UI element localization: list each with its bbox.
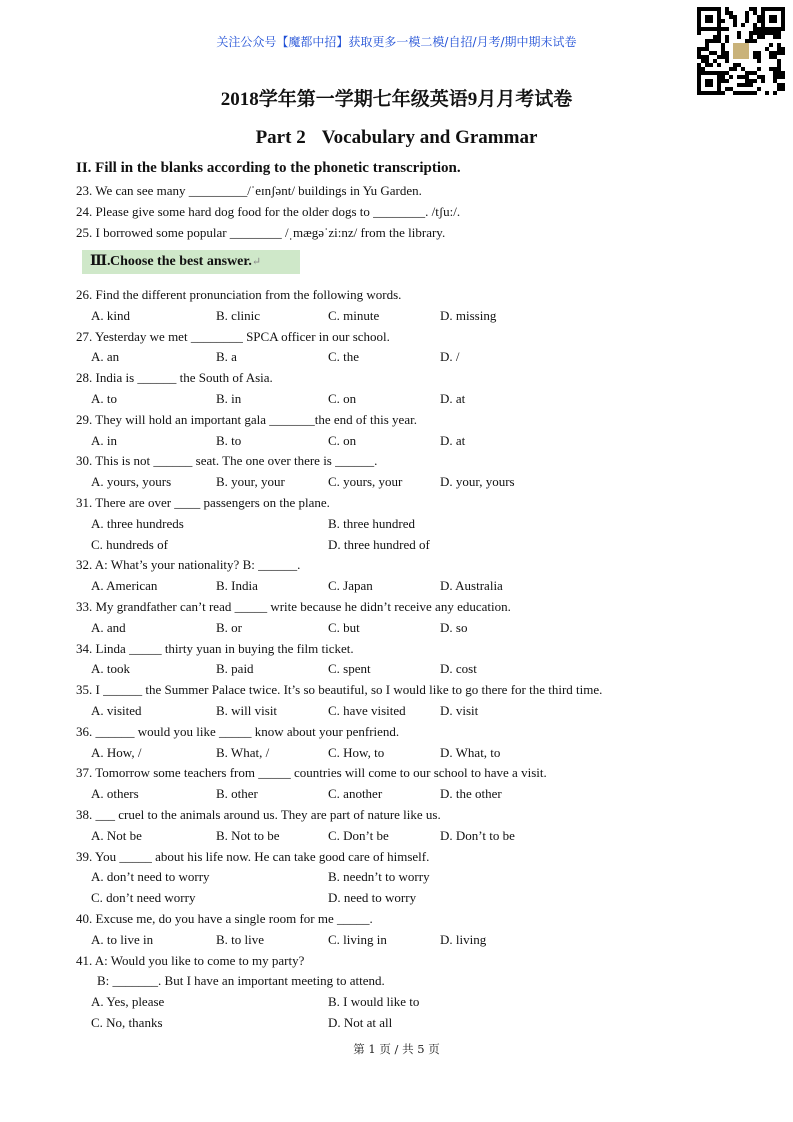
part-heading [0,127,793,149]
answer-option: A. and [91,619,126,635]
answer-option: A. visited [91,703,142,718]
answer-option: C. Don’t be [328,827,389,843]
answer-option: D. Australia [440,578,503,594]
answer-option: B. a [216,349,237,365]
answer-option: B. or [216,619,242,635]
answer-option: D. / [440,349,460,365]
answer-option: C. don’t need worry [91,890,196,906]
answer-option: A. took [91,661,130,677]
answer-option: B. other [216,786,258,802]
answer-option: B. What, / [216,744,270,760]
answer-option: C. yours, your [328,474,403,490]
answer-option: C. No, thanks [91,1015,163,1030]
section-3-number: Ⅲ. [90,254,111,269]
answer-option: A. How, / [91,744,142,760]
question-text: 39. You _____ about his life now. He can take good care of himself. [76,848,430,864]
answer-option: B. needn’t to worry [328,869,430,885]
answer-option: A. to [91,391,117,406]
question-24: 24. Please give some hard dog food for the older dogs to ________. /tʃu:/. [76,204,461,219]
qr-code-icon [697,7,785,95]
answer-option: D. so [440,619,468,635]
answer-option: B. to live [216,931,265,947]
answer-option: D. at [440,391,466,406]
promo-banner: 关注公众号【魔都中招】获取更多一模二模/自招/月考/期中期末试卷 [216,35,577,49]
answer-option: A. Yes, please [91,994,165,1010]
question-text: 31. There are over ____ passengers on the plane. [76,495,330,510]
answer-option: C. on [328,432,357,448]
answer-option: A. Not be [91,827,142,843]
question-subtext: B: _______. But I have an important meeting to attend. [97,973,385,989]
question-text: 32. A: What’s your nationality? B: ______. [76,557,301,573]
answer-option: D. Not at all [328,1015,393,1030]
answer-option: D. What, to [440,744,501,760]
question-text: 36. ______ would you like _____ know about your penfriend. [76,723,400,739]
answer-option: A. an [91,349,120,365]
answer-option: A. to live in [91,931,154,947]
answer-option: A. in [91,432,117,448]
question-25: 25. I borrowed some popular ________ /ˌmægəˈzi:nz/ from the library. [76,225,446,240]
answer-option: C. spent [328,661,371,677]
return-mark: ↵ [251,256,262,268]
question-text: 38. ___ cruel to the animals around us. They are part of nature like us. [76,807,441,822]
exam-title: 2018学年第一学期七年级英语9月月考试卷 [220,89,573,110]
answer-option: A. others [91,786,139,802]
answer-option: B. India [216,578,258,594]
question-text: 40. Excuse me, do you have a single room for me _____. [76,911,373,926]
answer-option: B. to [216,432,242,448]
page-footer: 第 1 页 / 共 5 页 [353,1042,440,1056]
question-text: 26. Find the different pronunciation from the following words. [76,287,402,302]
question-text: 29. They will hold an important gala _______the end of this year. [76,411,417,427]
question-text: 27. Yesterday we met ________ SPCA officer in our school. [76,328,390,344]
answer-option: A. American [91,578,158,594]
question-text: 33. My grandfather can’t read _____ write because he didn’t receive any education. [76,599,511,614]
section-3-heading [82,250,300,274]
section-2-heading: II. Fill in the blanks according to the phonetic transcription. [76,160,461,176]
answer-option: D. three hundred of [328,536,430,552]
part-label: Part 2 [255,127,306,148]
answer-option: B. three hundred [328,515,416,531]
answer-option: D. the other [440,786,502,802]
answer-option: C. but [328,619,360,635]
question-text: 34. Linda _____ thirty yuan in buying the film ticket. [76,640,354,656]
answer-option: D. missing [440,307,497,323]
answer-option: C. have visited [328,703,406,718]
answer-option: C. living in [328,931,387,947]
question-text: 41. A: Would you like to come to my party? [76,952,305,968]
question-text: 30. This is not ______ seat. The one over there is ______. [76,453,378,469]
answer-option: C. on [328,391,357,406]
answer-option: D. living [440,931,487,947]
answer-option: B. Not to be [216,827,280,843]
answer-option: C. How, to [328,744,385,760]
answer-option: A. three hundreds [91,515,184,531]
answer-option: B. clinic [216,307,261,323]
answer-option: C. Japan [328,578,373,594]
answer-option: D. your, yours [440,474,515,490]
question-23: 23. We can see many _________/ˈeɪnʃənt/ buildings in Yu Garden. [76,183,422,198]
answer-option: D. need to worry [328,890,417,906]
answer-option: B. I would like to [328,994,420,1010]
answer-option: C. minute [328,307,380,323]
answer-option: B. will visit [216,703,278,718]
question-text: 35. I ______ the Summer Palace twice. It’s so beautiful, so I would like to go there for the third time. [76,682,603,698]
answer-option: D. cost [440,661,477,677]
answer-option: A. yours, yours [91,474,172,490]
part-name: Vocabulary and Grammar [321,127,538,148]
answer-option: C. hundreds of [91,536,168,552]
answer-option: B. your, your [216,474,285,490]
answer-option: D. Don’t to be [440,827,515,843]
section-3-title: Choose the best answer. [110,254,252,269]
question-text: 37. Tomorrow some teachers from _____ countries will come to our school to have a visit. [76,765,547,781]
answer-option: D. at [440,432,466,448]
answer-option: A. don’t need to worry [91,869,210,885]
question-text: 28. India is ______ the South of Asia. [76,370,273,386]
answer-option: B. paid [216,661,254,677]
answer-option: A. kind [91,307,130,323]
answer-option: B. in [216,391,242,406]
answer-option: C. the [328,349,360,365]
answer-option: D. visit [440,703,479,718]
answer-option: C. another [328,786,383,802]
